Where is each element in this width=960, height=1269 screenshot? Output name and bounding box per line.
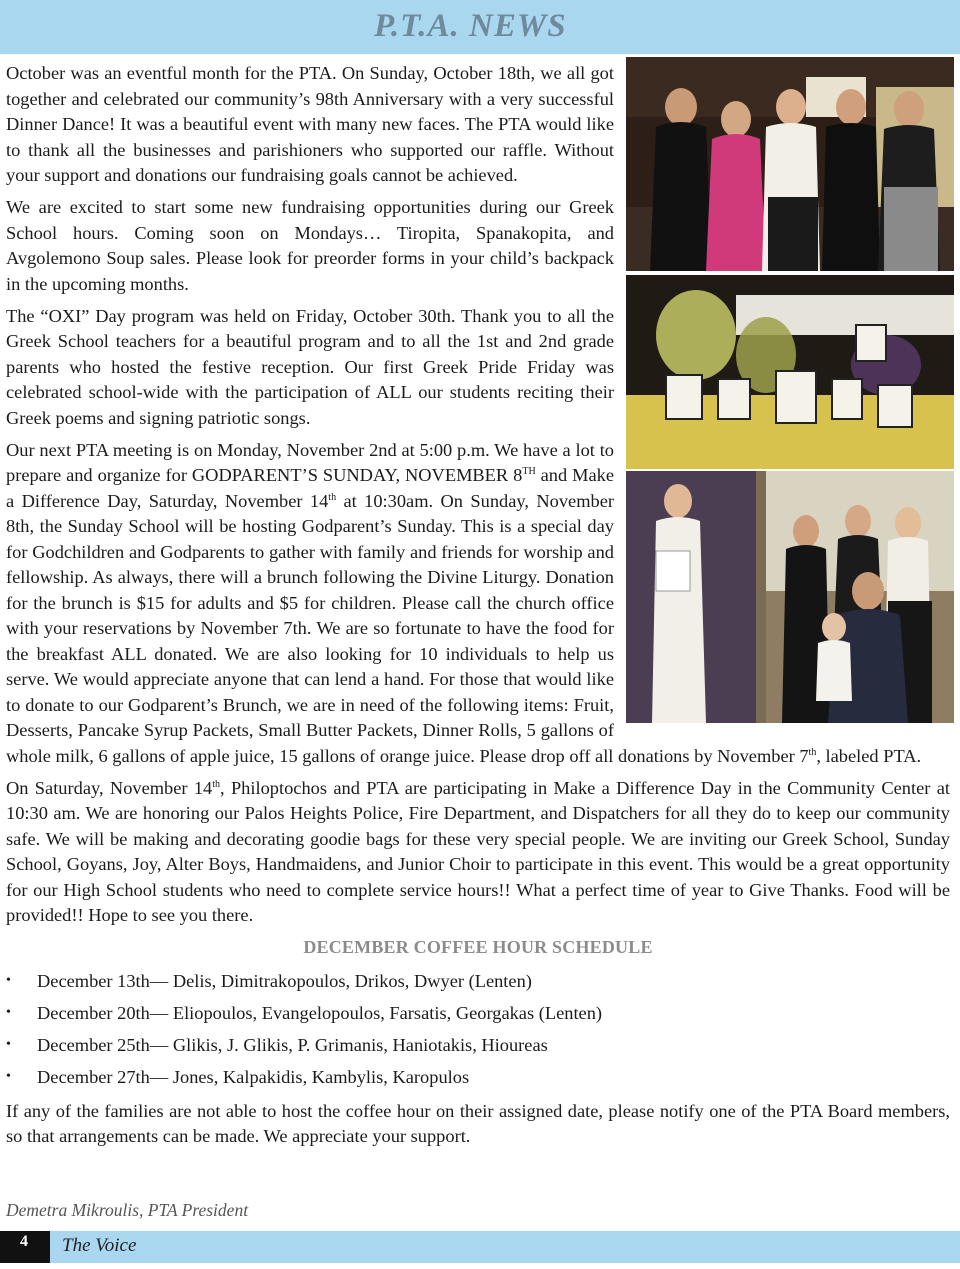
list-item (6, 1029, 950, 1061)
list-item (6, 965, 950, 997)
bullet-icon: • (6, 1068, 11, 1084)
schedule-item-text: December 13th— Delis, Dimitrakopoulos, Drikos, Dwyer (Lenten) (37, 970, 532, 991)
bullet-icon: • (6, 1036, 11, 1052)
schedule-item-text: December 20th— Eliopoulos, Evangelopoulos, Farsatis, Georgakas (Lenten) (37, 1002, 603, 1023)
footer-band (0, 1231, 960, 1263)
photo-float-spacer (620, 57, 950, 723)
paragraph-fundraising: We are excited to start some new fundraising opportunities during our Greek School hours. Coming soon on Mondays… Tiropita, Spanakopita, and Avgolemono Soup sales. Please look for preorder forms in your child’s backpack in the upcoming months. (6, 197, 614, 294)
superscript: th (212, 778, 221, 790)
list-item (6, 1061, 950, 1093)
bullet-icon: • (6, 972, 11, 988)
superscript: TH (522, 466, 536, 477)
text-segment: , Philoptochos and PTA are participating in Make a Difference Day in the Community Center at 10:30 am. We are honoring our Palos Heights Police, Fire Department, and Dispatchers for all they do to keep our community safe. We will be making and decorating goodie bags for these very special people. We are inviting our Greek School, Sunday School, Goyans, Joy, Alter Boys, Handmaidens, and Junior Choir to participate in this event. This would be a great opportunity for our High School students who need to complete service hours!! What a perfect time of year to Give Thanks. Food will be provided!! Hope to see you there. (6, 777, 950, 925)
schedule-item-text: December 25th— Glikis, J. Glikis, P. Grimanis, Haniotakis, Hioureas (37, 1034, 548, 1055)
schedule-title: DECEMBER COFFEE HOUR SCHEDULE (303, 937, 653, 957)
paragraph-dinner-dance: October was an eventful month for the PTA. On Sunday, October 18th, we all got together and celebrated our community’s 98th Anniversary with a very successful Dinner Dance! It was a beautiful event with many new faces. The PTA would like to thank all the businesses and parishioners who supported our raffle. Without your support and donations our fundraising goals cannot be achieved. (6, 63, 614, 185)
page-number: 4 (0, 1231, 50, 1263)
signature: Demetra Mikroulis, PTA President (6, 1200, 249, 1220)
superscript: th (808, 746, 817, 758)
text-segment: On Saturday, November 14 (6, 777, 213, 798)
paragraph-coffee-hour-note: If any of the families are not able to host the coffee hour on their assigned date, please notify one of the PTA Board members, so that arrangements can be made. We appreciate your support. (6, 1100, 950, 1146)
page-title: P.T.A. NEWS (374, 8, 567, 44)
text-segment: at 10:30am. On Sunday, November 8th, the Sunday School will be hosting Godparent’s Sunday. This is a special day for Godchildren and Godparents to gather with family and friends for worship and fellowship. As always, there will a brunch following the Divine Liturgy. Donation for the brunch is $15 for adults and $5 for children. Please call the church office with your reservations by November 7th. We are so fortunate to have the food for the breakfast ALL donated. We are also looking for 10 individuals to help us serve. We would appreciate anyone that can lend a hand. For those that would like to donate to our Godparent’s Brunch, we are in need of the following items: Fruit, Desserts, Pancake Syrup Packets, Small Butter Packets, Dinner Rolls, 5 gallons of whole milk, 6 gallons of apple juice, 15 gallons of orange juice. Please drop off all donations by November 7 (6, 490, 809, 766)
publication-name: The Voice (62, 1235, 137, 1256)
text-segment: Our next PTA meeting is on Monday, November 2nd at 5:00 p.m. We have a lot to prepare and organize for GODPARENT’S SUNDAY, NOVEMBER 8 (6, 439, 614, 485)
text-segment: and Make a Difference Day, Saturday, November 14 (6, 465, 615, 511)
schedule-item-text: December 27th— Jones, Kalpakidis, Kambylis, Karopulos (37, 1066, 470, 1087)
list-item (6, 997, 950, 1029)
schedule-list (6, 965, 950, 1093)
paragraph-make-a-difference (6, 776, 950, 929)
article-body (6, 61, 950, 1156)
paragraph-oxi-day: The “OXI” Day program was held on Friday, October 30th. Thank you to all the Greek School teachers for a beautiful program and to all the 1st and 2nd grade parents who hosted the festive reception. Our first Greek Pride Friday was celebrated school-wide with the participation of ALL our students reciting their Greek poems and signing patriotic songs. (6, 305, 614, 428)
text-segment: , labeled PTA. (816, 745, 922, 766)
superscript: th (328, 491, 337, 503)
bullet-icon: • (6, 1004, 11, 1020)
